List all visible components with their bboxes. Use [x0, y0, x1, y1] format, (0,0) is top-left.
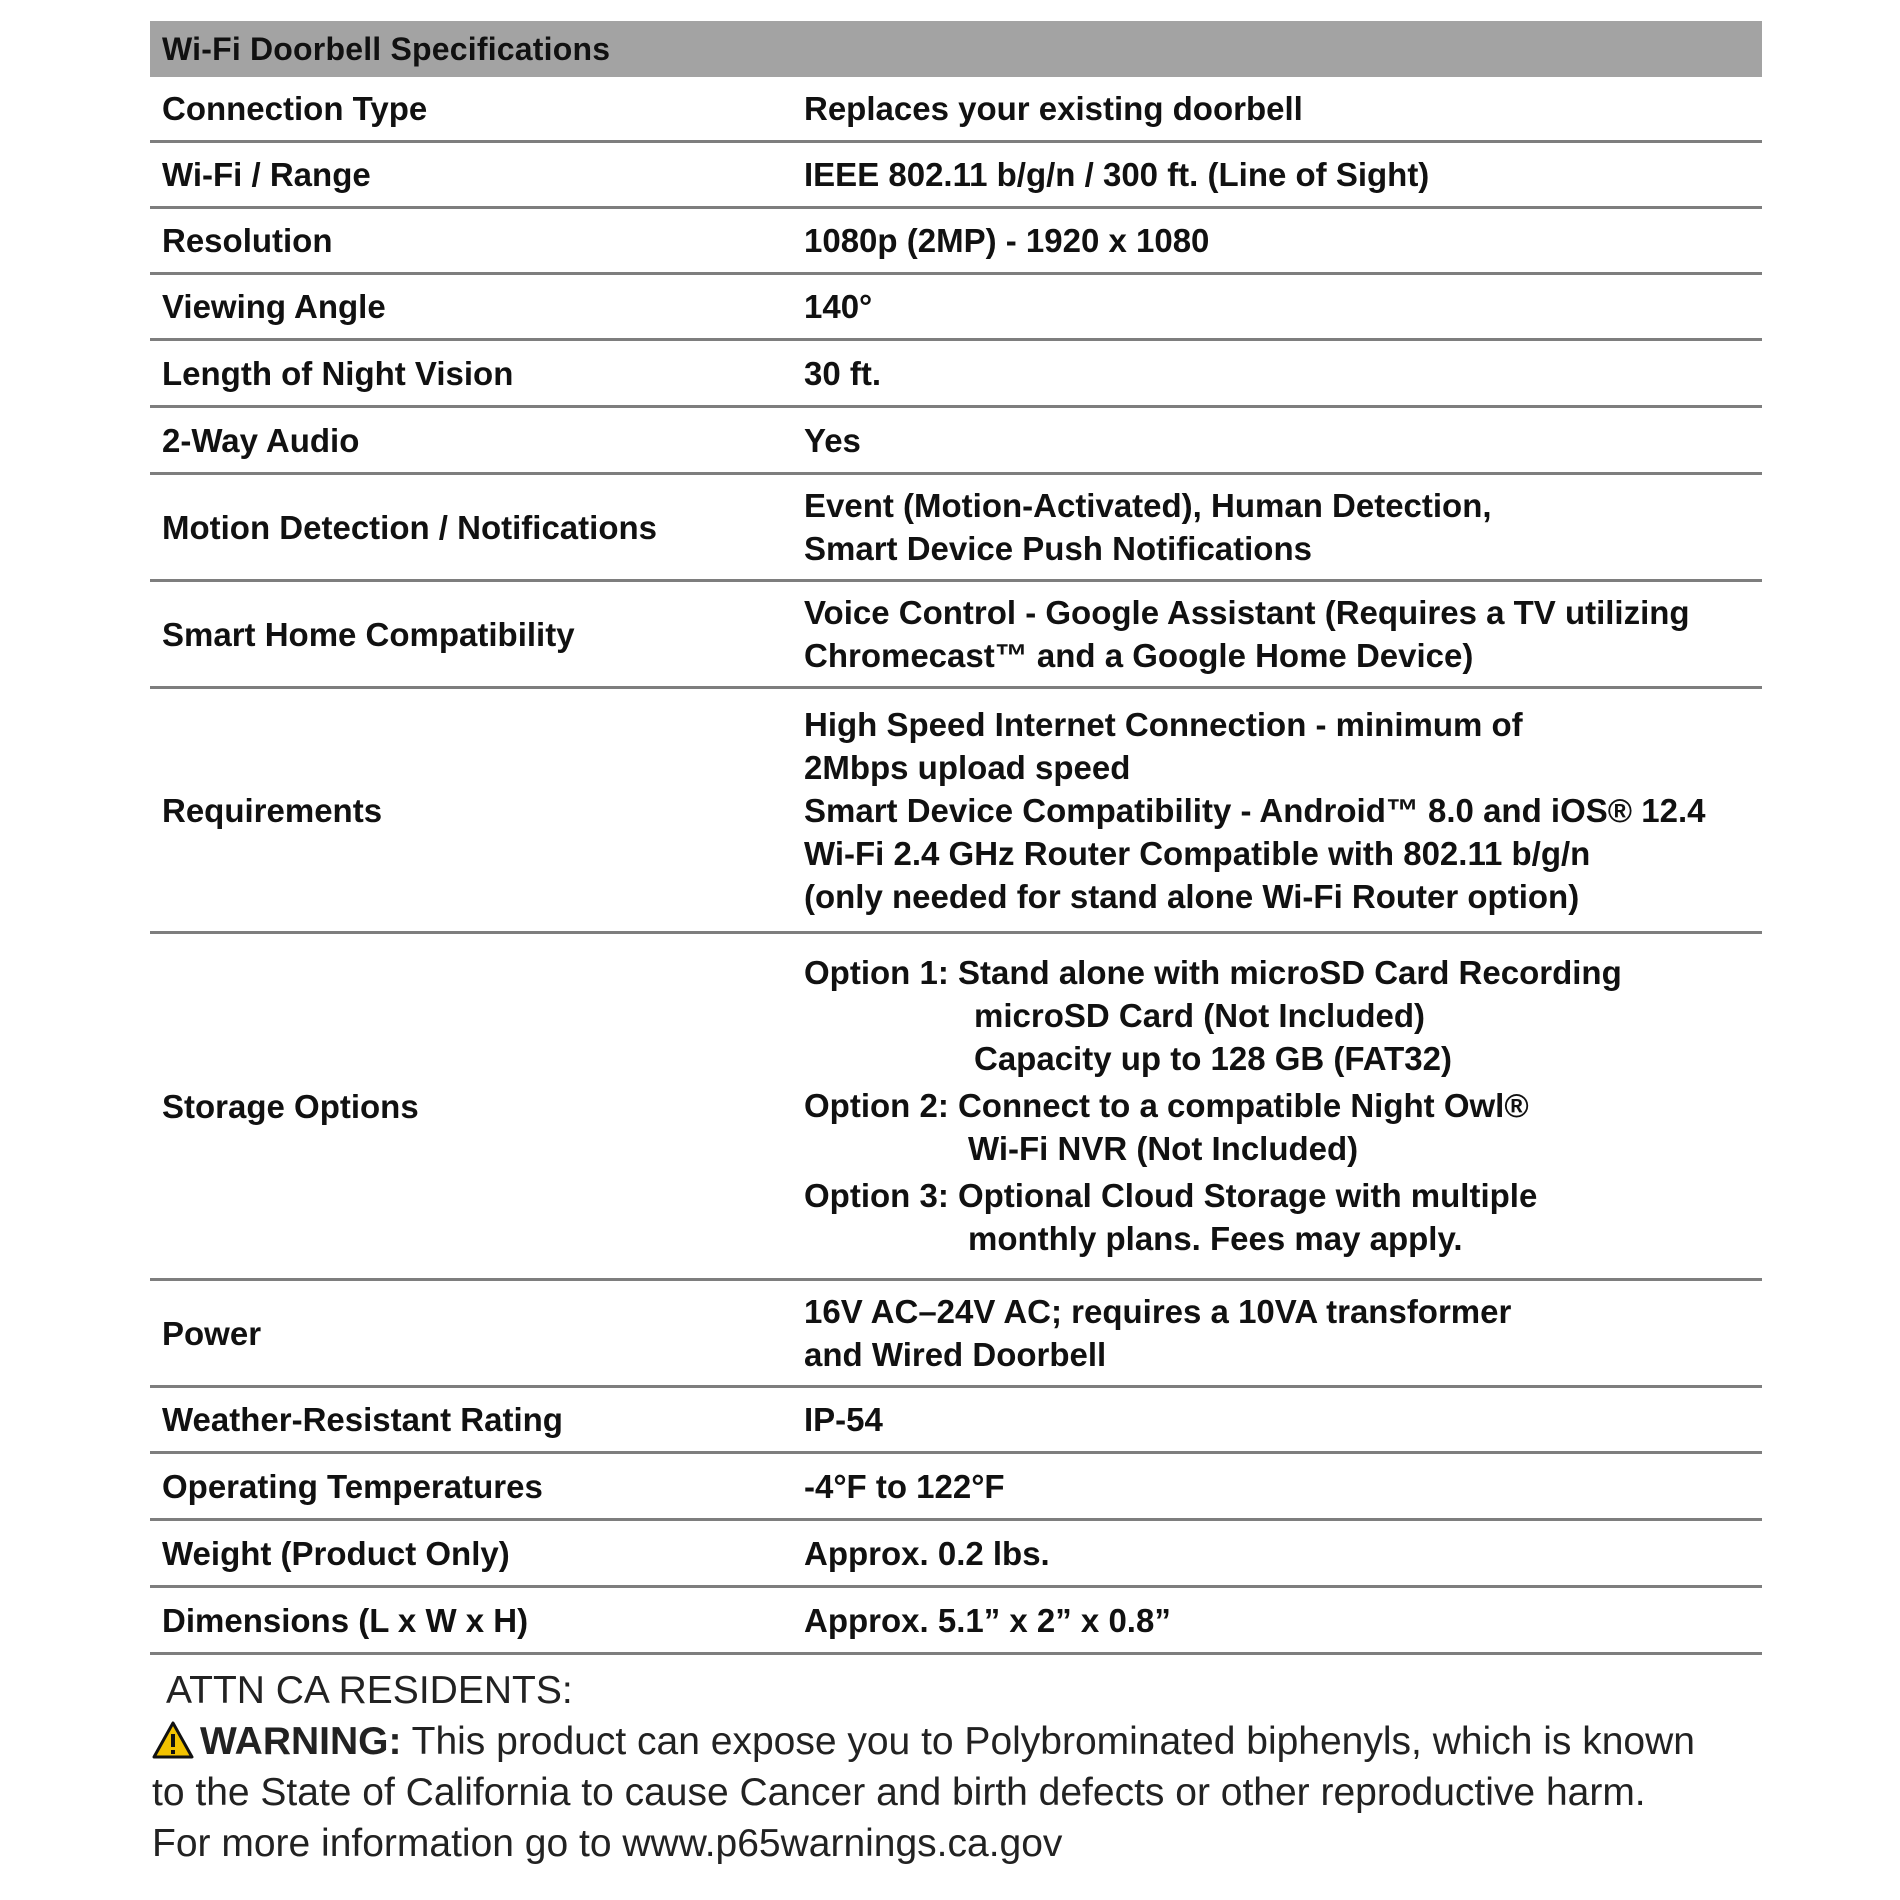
spec-label: Requirements — [162, 791, 383, 829]
spec-value: 140° — [804, 288, 873, 325]
table-row — [150, 1588, 1762, 1655]
spec-label: 2-Way Audio — [162, 421, 360, 459]
warning-triangle-icon — [152, 1721, 194, 1759]
spec-value: Event (Motion-Activated), Human Detection, Smart Device Push Notifications — [804, 487, 1492, 567]
table-row — [150, 1388, 1762, 1454]
spec-value: 16V AC–24V AC; requires a 10VA transformer and Wired Doorbell — [804, 1293, 1512, 1373]
prop65-notice — [152, 1665, 1772, 1869]
table-row — [150, 1521, 1762, 1588]
table-row — [150, 475, 1762, 582]
warning-text: to the State of California to cause Cancer and birth defects or other reproductive harm. — [152, 1771, 1646, 1814]
spec-label: Weight (Product Only) — [162, 1534, 510, 1572]
spec-label: Operating Temperatures — [162, 1467, 543, 1505]
spec-value: 30 ft. — [804, 354, 882, 392]
warning-line — [152, 1716, 1772, 1767]
table-row — [150, 209, 1762, 275]
table-row — [150, 143, 1762, 209]
spec-value: Approx. 5.1” x 2” x 0.8” — [804, 1601, 1171, 1639]
spec-value: -4°F to 122°F — [804, 1467, 1005, 1505]
warning-text: This product can expose you to Polybrominated biphenyls, which is known — [401, 1720, 1695, 1763]
spec-value: Replaces your existing doorbell — [804, 90, 1303, 127]
spec-value: IP-54 — [804, 1401, 883, 1438]
spec-label: Connection Type — [162, 90, 428, 127]
table-row — [150, 275, 1762, 341]
table-row — [150, 341, 1762, 408]
spec-value: IEEE 802.11 b/g/n / 300 ft. (Line of Sight) — [804, 156, 1430, 193]
spec-label: Resolution — [162, 222, 333, 259]
spec-value: Option 1: Stand alone with microSD Card Recording microSD Card (Not Included) Capacity up to 128 GB (FAT32) Option 2: Connect to a compatible Night Owl® Wi-Fi NVR (Not Included) Option 3: Optional Cloud Storage with multiple monthly plans. Fees may apply. — [804, 953, 1622, 1257]
table-row — [150, 582, 1762, 689]
table-title: Wi-Fi Doorbell Specifications — [150, 21, 1762, 77]
spec-label: Smart Home Compatibility — [162, 615, 575, 653]
table-row — [150, 1454, 1762, 1521]
table-row — [150, 1281, 1762, 1388]
spec-label: Weather-Resistant Rating — [162, 1401, 563, 1438]
table-row — [150, 934, 1762, 1281]
spec-value: Yes — [804, 421, 861, 459]
spec-value: Approx. 0.2 lbs. — [804, 1534, 1050, 1572]
spec-label: Storage Options — [162, 1087, 419, 1125]
table-row — [150, 408, 1762, 475]
spec-value: Voice Control - Google Assistant (Requires a TV utilizing Chromecast™ and a Google Home Device) — [804, 594, 1690, 674]
spec-value: High Speed Internet Connection - minimum of 2Mbps upload speed Smart Device Compatibility - Android™ 8.0 and iOS® 12.4 Wi-Fi 2.4 GHz Router Compatible with 802.11 b/g/n (only needed for stand alone Wi-Fi Router option) — [804, 705, 1706, 915]
table-row — [150, 689, 1762, 934]
table-row — [150, 77, 1762, 143]
notice-heading: ATTN CA RESIDENTS: — [166, 1669, 573, 1712]
spec-label: Power — [162, 1314, 262, 1352]
spec-label: Dimensions (L x W x H) — [162, 1601, 529, 1639]
warning-label: WARNING: — [200, 1720, 402, 1763]
spec-table — [150, 21, 1762, 1655]
spec-label: Motion Detection / Notifications — [162, 508, 657, 546]
spec-label: Viewing Angle — [162, 288, 386, 325]
spec-label: Length of Night Vision — [162, 354, 514, 392]
spec-value: 1080p (2MP) - 1920 x 1080 — [804, 222, 1210, 259]
spec-label: Wi-Fi / Range — [162, 156, 371, 193]
warning-text: For more information go to www.p65warnings.ca.gov — [152, 1822, 1063, 1865]
